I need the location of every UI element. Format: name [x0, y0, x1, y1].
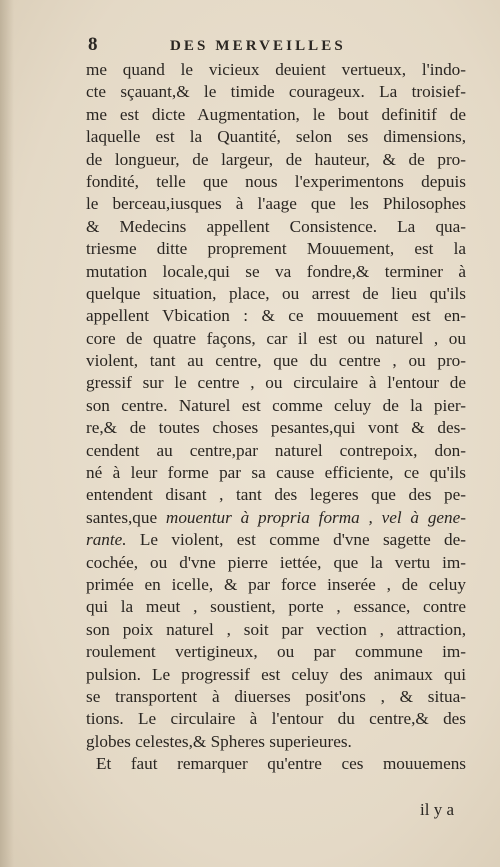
text-line: qui la meut , soustient, porte , essance, contre	[86, 597, 466, 617]
body-text	[86, 59, 466, 776]
page-header	[88, 34, 388, 56]
text-line: appellent Vbication : & ce mouuement est en-	[86, 306, 466, 326]
text-line: pulsion. Le progressif est celuy des animaux qui	[86, 664, 466, 684]
text-line: le berceau,iusques à l'aage que les Philosophes	[86, 194, 466, 214]
text-line-latin: santes,que mouentur à propria forma , vel à gene-	[86, 507, 466, 527]
text-line: me est dicte Augmentation, le bout definitif de	[86, 104, 466, 124]
text-line: de longueur, de largeur, de hauteur, & de pro-	[86, 149, 466, 169]
text-line: quelque situation, place, ou arrest de lieu qu'ils	[86, 283, 466, 303]
text-line: cochée, ou d'vne pierre iettée, que la vertu im-	[86, 552, 466, 572]
text-line: laquelle est la Quantité, selon ses dimensions,	[86, 127, 466, 147]
text-line: triesme ditte proprement Mouuement, est la	[86, 239, 466, 259]
text-line: cte sçauant,& le timide courageux. La troisief-	[86, 82, 466, 102]
text-line: cendent au centre,par naturel contrepoix, don-	[86, 440, 466, 460]
page-gutter-shadow	[0, 0, 14, 867]
catchword: il y a	[420, 800, 454, 819]
text-line: re,& de toutes choses pesantes,qui vont & des-	[86, 418, 466, 438]
text-line: me quand le vicieux deuient vertueux, l'indo-	[86, 60, 466, 79]
page-number: 8	[88, 34, 98, 55]
text-line: mutation locale,qui se va fondre,& terminer à	[86, 261, 466, 281]
text-line: entendent disant , tant des legeres que des pe-	[86, 485, 466, 505]
text-line: son poix naturel , soit par vection , attraction,	[86, 619, 466, 639]
text-line: tions. Le circulaire à l'entour du centre,& des	[86, 709, 466, 729]
text-line: fondité, telle que nous l'experimentons depuis	[86, 171, 466, 191]
text-line: né à leur forme par sa cause efficiente, ce qu'ils	[86, 463, 466, 483]
running-head: DES MERVEILLES	[170, 38, 346, 54]
text-line: son centre. Naturel est comme celuy de la pier-	[86, 395, 466, 415]
text-line: Et faut remarquer qu'entre ces mouuemens	[96, 754, 466, 774]
text-line: roulement vertigineux, ou par commune im-	[86, 642, 466, 662]
text-line-latin: rante. Le violent, est comme d'vne sagette de-	[86, 530, 466, 550]
text-line: primée en icelle, & par force inserée , de celuy	[86, 574, 466, 594]
text-line: core de quatre façons, car il est ou naturel , ou	[86, 328, 466, 348]
text-line: se transportent à diuerses posit'ons , & situa-	[86, 686, 466, 706]
text-line: gressif sur le centre , ou circulaire à l'entour de	[86, 373, 466, 393]
text-line: & Medecins appellent Consistence. La qua-	[86, 216, 466, 236]
text-line: globes celestes,& Spheres superieures.	[86, 731, 352, 751]
text-line: violent, tant au centre, que du centre , ou pro-	[86, 351, 466, 371]
